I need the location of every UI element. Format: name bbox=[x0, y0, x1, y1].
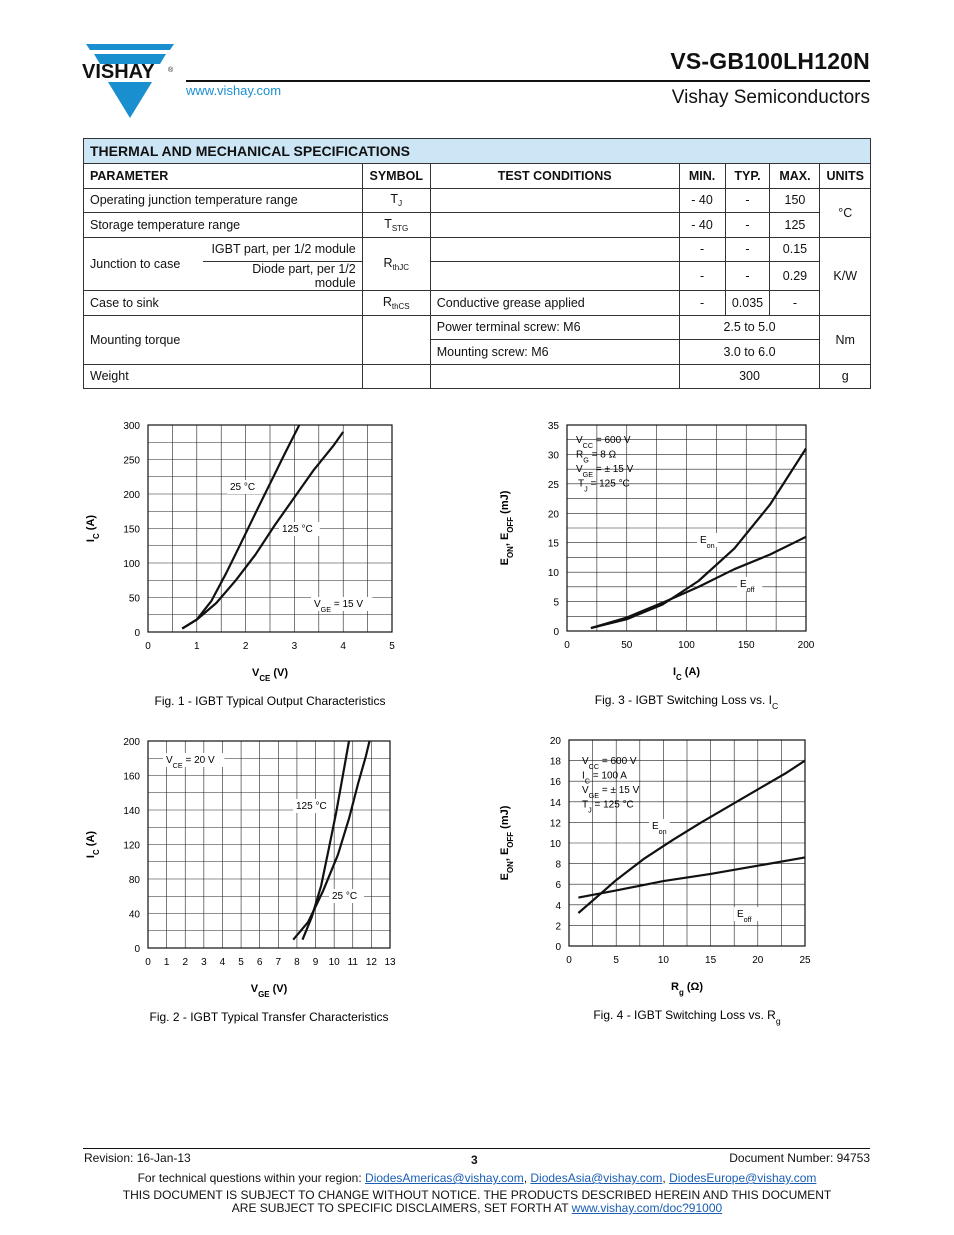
figure-caption: Fig. 2 - IGBT Typical Transfer Characteristics bbox=[149, 1010, 389, 1024]
x-tick-label: 200 bbox=[797, 640, 815, 651]
company-name: Vishay Semiconductors bbox=[671, 87, 870, 108]
y-tick-label: 25 bbox=[547, 479, 559, 491]
x-tick-label: 15 bbox=[705, 955, 717, 966]
y-tick-label: 200 bbox=[123, 490, 140, 501]
col-symbol: SYMBOL bbox=[362, 164, 430, 189]
x-tick-label: 11 bbox=[347, 957, 358, 968]
y-tick-label: 5 bbox=[553, 597, 559, 609]
y-axis-label: $I_C$ (A) bbox=[85, 830, 101, 859]
y-tick-label: 14 bbox=[549, 797, 561, 809]
x-tick-label: 2 bbox=[242, 641, 249, 652]
y-tick-label: 35 bbox=[547, 421, 559, 432]
x-axis-label: $R_g$ (Ω) bbox=[671, 981, 703, 997]
x-axis-label: $V_{GE}$ (V) bbox=[250, 983, 288, 999]
condition-label: $V_{CC} = 600$ V bbox=[576, 435, 631, 450]
y-tick-label: 200 bbox=[123, 737, 140, 748]
part-number: VS-GB100LH120N bbox=[670, 48, 870, 74]
y-axis-label: $E_{ON}$, $E_{OFF}$ (mJ) bbox=[499, 805, 515, 881]
condition-label: $T_J = 125$ °C bbox=[578, 478, 630, 493]
vishay-logo bbox=[80, 42, 180, 123]
y-tick-label: 16 bbox=[549, 777, 561, 789]
email-asia-link[interactable]: DiodesAsia@vishay.com bbox=[530, 1171, 663, 1185]
table-row: Case to sink $R_{thCS}$ Conductive grease applied - 0.035 - bbox=[84, 291, 871, 316]
tech-questions: For technical questions within your region: DiodesAmericas@vishay.com, DiodesAsia@vishay.com, DiodesEurope@vishay.com bbox=[137, 1171, 817, 1185]
x-tick-label: 0 bbox=[564, 640, 570, 651]
chart-fig2-transfer-characteristics bbox=[80, 726, 420, 1026]
condition-label: $V_{CE} = 20$ V bbox=[166, 755, 215, 770]
svg-text:®: ® bbox=[168, 67, 174, 74]
x-tick-label: 3 bbox=[201, 957, 207, 968]
table-row: Operating junction temperature range $T_J$ - 40 - 150 °C bbox=[84, 188, 871, 213]
y-tick-label: 300 bbox=[123, 421, 140, 432]
document-number: Document Number: 94753 bbox=[729, 1151, 870, 1165]
x-tick-label: 20 bbox=[752, 955, 764, 966]
x-tick-label: 1 bbox=[163, 957, 170, 968]
col-parameter: PARAMETER bbox=[84, 164, 363, 189]
x-tick-label: 10 bbox=[657, 955, 669, 966]
y-tick-label: 20 bbox=[547, 509, 559, 521]
table-row: Junction to case IGBT part, per 1/2 module $R_{thJC}$ - - 0.15 K/W bbox=[84, 237, 871, 262]
condition-label: $V_{GE}$ = ± 15 V bbox=[582, 785, 640, 800]
x-tick-label: 4 bbox=[219, 957, 226, 968]
y-tick-label: 0 bbox=[555, 942, 561, 953]
series-label: 125 °C bbox=[296, 801, 327, 812]
col-test-conditions: TEST CONDITIONS bbox=[430, 164, 679, 189]
x-tick-label: 0 bbox=[145, 957, 151, 968]
series-label: $E_{on}$ bbox=[700, 535, 715, 550]
series-label: 25 °C bbox=[230, 482, 256, 493]
y-tick-label: 20 bbox=[549, 736, 561, 747]
series-label: $E_{on}$ bbox=[652, 821, 667, 836]
table-row: Diode part, per 1/2 module - - 0.29 bbox=[84, 262, 871, 291]
x-tick-label: 0 bbox=[145, 641, 151, 652]
disclaimer-link[interactable]: www.vishay.com/doc?91000 bbox=[571, 1201, 723, 1215]
y-tick-label: 40 bbox=[128, 909, 140, 921]
figure-caption: Fig. 4 - IGBT Switching Loss vs. $R_g$ bbox=[593, 1008, 781, 1026]
y-tick-label: 160 bbox=[123, 771, 140, 783]
chart-fig3-switching-loss-vs-ic bbox=[494, 410, 834, 710]
y-tick-label: 4 bbox=[555, 900, 561, 912]
y-tick-label: 2 bbox=[555, 921, 561, 933]
condition-label: $V_{CC} = 600$ V bbox=[582, 756, 637, 771]
x-tick-label: 6 bbox=[256, 957, 263, 968]
x-tick-label: 1 bbox=[194, 641, 200, 652]
y-tick-label: 10 bbox=[549, 839, 561, 850]
table-header-row bbox=[84, 164, 871, 189]
email-americas-link[interactable]: DiodesAmericas@vishay.com bbox=[365, 1171, 524, 1185]
col-min: MIN. bbox=[679, 164, 725, 189]
y-tick-label: 250 bbox=[123, 455, 140, 467]
y-tick-label: 15 bbox=[547, 538, 559, 550]
figure-caption: Fig. 3 - IGBT Switching Loss vs. $I_C$ bbox=[594, 693, 779, 710]
y-axis-label: $E_{ON}$, $E_{OFF}$ (mJ) bbox=[499, 490, 515, 566]
y-tick-label: 0 bbox=[134, 628, 140, 639]
revision: Revision: 16-Jan-13 bbox=[84, 1151, 191, 1165]
y-tick-label: 10 bbox=[547, 568, 559, 580]
svg-text:VISHAY: VISHAY bbox=[82, 61, 155, 83]
footer-rule bbox=[83, 1148, 870, 1149]
y-tick-label: 50 bbox=[128, 593, 140, 605]
x-tick-label: 100 bbox=[678, 640, 695, 651]
x-tick-label: 7 bbox=[275, 957, 282, 968]
y-tick-label: 12 bbox=[549, 818, 561, 830]
condition-label: $T_J = 125$ °C bbox=[582, 799, 634, 814]
page-number: 3 bbox=[471, 1153, 478, 1167]
header-rule bbox=[186, 80, 870, 82]
table-title: THERMAL AND MECHANICAL SPECIFICATIONS bbox=[84, 139, 871, 164]
series-label: 25 °C bbox=[332, 891, 358, 902]
y-tick-label: 100 bbox=[123, 559, 140, 570]
y-tick-label: 150 bbox=[123, 524, 140, 536]
y-axis-label: $I_C$ (A) bbox=[85, 514, 101, 543]
col-typ: TYP. bbox=[725, 164, 770, 189]
chart-fig1-output-characteristics bbox=[80, 410, 420, 710]
condition-label: $R_G = 8$ Ω bbox=[576, 449, 617, 464]
series-label: $E_{off}$ bbox=[740, 579, 755, 594]
table-row: Mounting screw: M6 3.0 to 6.0 bbox=[84, 340, 871, 365]
series-label: $E_{off}$ bbox=[737, 909, 752, 924]
disclaimer-line2: ARE SUBJECT TO SPECIFIC DISCLAIMERS, SET FORTH AT www.vishay.com/doc?91000 bbox=[231, 1201, 723, 1215]
col-units: UNITS bbox=[820, 164, 871, 189]
x-tick-label: 150 bbox=[737, 640, 755, 651]
x-tick-label: 0 bbox=[566, 955, 572, 966]
x-tick-label: 2 bbox=[182, 957, 189, 968]
x-tick-label: 12 bbox=[365, 957, 377, 968]
x-tick-label: 9 bbox=[312, 957, 319, 968]
y-tick-label: 30 bbox=[547, 450, 559, 462]
x-tick-label: 4 bbox=[340, 641, 346, 652]
disclaimer-line1: THIS DOCUMENT IS SUBJECT TO CHANGE WITHOUT NOTICE. THE PRODUCTS DESCRIBED HEREIN AND THIS DOCUMENT bbox=[122, 1188, 832, 1202]
x-tick-label: 25 bbox=[799, 955, 811, 966]
y-tick-label: 0 bbox=[553, 627, 559, 638]
x-tick-label: 13 bbox=[384, 957, 396, 968]
email-europe-link[interactable]: DiodesEurope@vishay.com bbox=[669, 1171, 817, 1185]
x-tick-label: 5 bbox=[238, 957, 244, 968]
y-tick-label: 80 bbox=[128, 875, 140, 886]
x-tick-label: 10 bbox=[328, 957, 340, 968]
x-tick-label: 8 bbox=[294, 957, 300, 968]
condition-label: $V_{GE} = 15$ V bbox=[314, 599, 364, 614]
y-tick-label: 140 bbox=[123, 806, 140, 817]
vishay-url[interactable]: www.vishay.com bbox=[186, 83, 282, 98]
x-axis-label: $V_{CE}$ (V) bbox=[251, 667, 289, 683]
x-tick-label: 5 bbox=[389, 641, 395, 652]
series-line bbox=[591, 537, 806, 628]
y-tick-label: 120 bbox=[123, 840, 140, 852]
table-row: Weight 300 g bbox=[84, 364, 871, 389]
y-tick-label: 18 bbox=[549, 756, 561, 768]
x-tick-label: 5 bbox=[613, 955, 619, 966]
figure-caption: Fig. 1 - IGBT Typical Output Characteristics bbox=[154, 694, 386, 708]
series-label: 125 °C bbox=[282, 524, 313, 535]
table-row: Mounting torque Power terminal screw: M6 2.5 to 5.0 Nm bbox=[84, 315, 871, 340]
y-tick-label: 8 bbox=[555, 859, 561, 871]
thermal-mechanical-table bbox=[83, 138, 871, 389]
y-tick-label: 6 bbox=[555, 880, 561, 892]
y-tick-label: 0 bbox=[134, 944, 140, 955]
table-row: Storage temperature range $T_{STG}$ - 40 - 125 bbox=[84, 213, 871, 238]
col-max: MAX. bbox=[770, 164, 820, 189]
x-tick-label: 50 bbox=[621, 640, 633, 651]
x-tick-label: 3 bbox=[291, 641, 298, 652]
x-axis-label: $I_C$ (A) bbox=[672, 666, 701, 682]
condition-label: $V_{GE}$ = ± 15 V bbox=[576, 464, 634, 479]
chart-fig4-switching-loss-vs-rg bbox=[494, 726, 834, 1026]
condition-label: $I_C = 100$ A bbox=[582, 770, 627, 785]
